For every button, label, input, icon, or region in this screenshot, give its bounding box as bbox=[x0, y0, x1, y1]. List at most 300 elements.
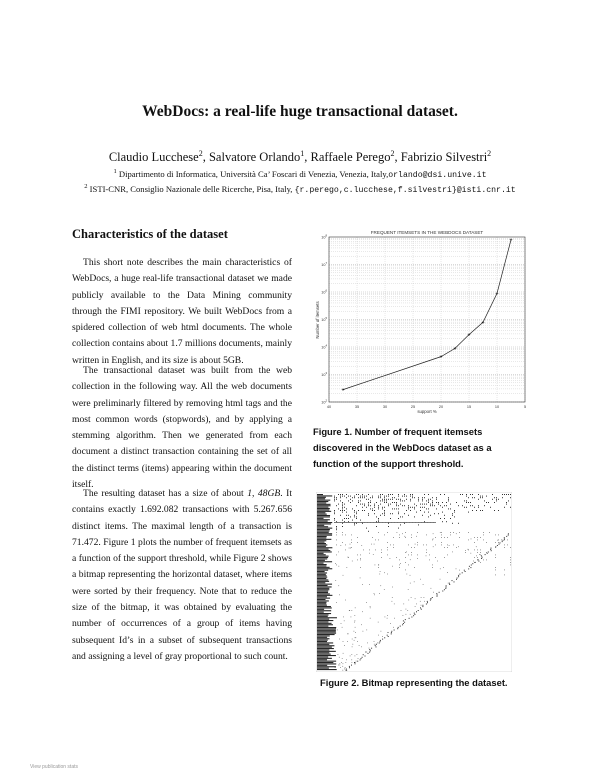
bitmap-pixel bbox=[438, 513, 439, 514]
bitmap-pixel bbox=[411, 617, 412, 618]
bitmap-pixel bbox=[342, 505, 343, 506]
bitmap-pixel bbox=[498, 499, 499, 500]
bitmap-pixel bbox=[370, 500, 371, 501]
bitmap-pixel bbox=[417, 532, 418, 533]
bitmap-pixel bbox=[422, 606, 423, 607]
bitmap-pixel bbox=[390, 513, 391, 514]
bitmap-pixel bbox=[393, 522, 394, 523]
bitmap-pixel bbox=[352, 639, 353, 640]
bitmap-pixel bbox=[452, 513, 453, 514]
bitmap-pixel bbox=[317, 603, 326, 604]
bitmap-pixel bbox=[368, 504, 369, 505]
bitmap-pixel bbox=[459, 537, 460, 538]
bitmap-pixel bbox=[354, 512, 355, 513]
bitmap-pixel bbox=[405, 522, 406, 523]
bitmap-pixel bbox=[388, 523, 389, 524]
bitmap-pixel bbox=[342, 670, 343, 671]
author-name: Fabrizio Silvestri bbox=[400, 150, 488, 165]
bitmap-pixel bbox=[420, 579, 421, 580]
bitmap-pixel bbox=[355, 637, 356, 638]
bitmap-pixel bbox=[398, 505, 399, 506]
bitmap-pixel bbox=[354, 497, 355, 498]
bitmap-pixel bbox=[447, 555, 448, 556]
bitmap-pixel bbox=[410, 510, 411, 511]
bitmap-pixel bbox=[317, 535, 332, 536]
bitmap-pixel bbox=[374, 505, 375, 506]
bitmap-pixel bbox=[404, 505, 405, 506]
bitmap-pixel bbox=[342, 542, 343, 543]
bitmap-pixel bbox=[409, 618, 410, 619]
bitmap-pixel bbox=[317, 498, 325, 499]
bitmap-pixel bbox=[443, 567, 444, 568]
bitmap-pixel bbox=[414, 567, 415, 568]
bitmap-pixel bbox=[449, 545, 450, 546]
bitmap-pixel bbox=[470, 553, 471, 554]
bitmap-pixel bbox=[362, 510, 363, 511]
bitmap-pixel bbox=[416, 505, 417, 506]
bitmap-pixel bbox=[462, 572, 463, 573]
x-tick-label: 35 bbox=[354, 405, 360, 409]
bitmap-pixel bbox=[386, 500, 387, 501]
bitmap-pixel bbox=[362, 496, 363, 497]
bitmap-pixel bbox=[336, 526, 337, 527]
bitmap-pixel bbox=[366, 499, 367, 500]
bitmap-pixel bbox=[407, 610, 408, 611]
bitmap-pixel bbox=[433, 522, 434, 523]
bitmap-pixel bbox=[490, 549, 491, 550]
bitmap-pixel bbox=[388, 636, 389, 637]
bitmap-pixel bbox=[422, 499, 423, 500]
bitmap-pixel bbox=[342, 512, 343, 513]
bitmap-pixel bbox=[352, 520, 353, 521]
bitmap-pixel bbox=[378, 520, 379, 521]
bitmap-pixel bbox=[411, 597, 412, 598]
bitmap-pixel bbox=[342, 508, 343, 509]
bitmap-pixel bbox=[337, 522, 338, 523]
section-heading: Characteristics of the dataset bbox=[72, 227, 228, 241]
bitmap-pixel bbox=[388, 505, 389, 506]
bitmap-pixel bbox=[370, 650, 371, 651]
bitmap-pixel bbox=[392, 497, 393, 498]
bitmap-pixel bbox=[372, 522, 373, 523]
bitmap-pixel bbox=[484, 505, 485, 506]
bitmap-pixel bbox=[418, 500, 419, 501]
bitmap-pixel bbox=[376, 644, 377, 645]
bitmap-pixel bbox=[317, 543, 326, 544]
bitmap-pixel bbox=[402, 505, 403, 506]
bitmap-pixel bbox=[384, 572, 385, 573]
frequent-itemsets-chart bbox=[312, 226, 528, 414]
bitmap-pixel bbox=[502, 541, 503, 542]
bitmap-pixel bbox=[435, 522, 436, 523]
bitmap-pixel bbox=[368, 515, 369, 516]
bitmap-pixel bbox=[440, 505, 441, 506]
bitmap-pixel bbox=[444, 547, 445, 548]
paragraph-2: The transactional dataset was built from the web collection in the following way. All the web documents were preliminarly filtered by removing html tags and the most common words (stopwords), and by applying a stemming algorithm. Then we generated from each document a distinct transaction containing the set of all the distinct terms (items) appearing within the document itself. bbox=[72, 365, 292, 491]
bitmap-pixel bbox=[392, 502, 393, 503]
bitmap-pixel bbox=[357, 654, 358, 655]
bitmap-pixel bbox=[472, 497, 473, 498]
y-axis-label: Number of itemsets bbox=[315, 301, 320, 339]
bitmap-pixel bbox=[382, 500, 383, 501]
bitmap-pixel bbox=[486, 552, 487, 553]
bitmap-pixel bbox=[345, 522, 346, 523]
bitmap-pixel bbox=[346, 508, 347, 509]
bitmap-pixel bbox=[362, 507, 363, 508]
bitmap-pixel bbox=[414, 614, 415, 615]
bitmap-pixel bbox=[404, 496, 405, 497]
bitmap-pixel bbox=[480, 555, 481, 556]
bitmap-pixel bbox=[415, 522, 416, 523]
bitmap-pixel bbox=[430, 600, 431, 601]
bitmap-pixel bbox=[342, 526, 343, 527]
bitmap-pixel bbox=[378, 507, 379, 508]
bitmap-pixel bbox=[446, 521, 447, 522]
x-tick-label: 5 bbox=[523, 405, 527, 409]
bitmap-pixel bbox=[394, 497, 395, 498]
bitmap-pixel bbox=[390, 522, 391, 523]
bitmap-pixel bbox=[391, 633, 392, 634]
bitmap-pixel bbox=[508, 500, 509, 501]
bitmap-pixel bbox=[317, 570, 328, 571]
bitmap-pixel bbox=[378, 508, 379, 509]
bitmap-pixel bbox=[411, 535, 412, 536]
bitmap-pixel bbox=[480, 562, 481, 563]
bitmap-pixel bbox=[506, 536, 507, 537]
bitmap-pixel bbox=[317, 582, 325, 583]
bitmap-pixel bbox=[398, 496, 399, 497]
bitmap-pixel bbox=[441, 537, 442, 538]
bitmap-pixel bbox=[369, 652, 370, 653]
series-line bbox=[343, 240, 511, 390]
author-name: Salvatore Orlando bbox=[208, 150, 301, 165]
bitmap-pixel bbox=[355, 632, 356, 633]
bitmap-pixel bbox=[342, 535, 343, 536]
bitmap-pixel bbox=[317, 630, 336, 631]
x-tick-label: 10 bbox=[494, 405, 500, 409]
bitmap-pixel bbox=[489, 532, 490, 533]
bitmap-pixel bbox=[480, 496, 481, 497]
bitmap-pixel bbox=[387, 522, 388, 523]
bitmap-pixel bbox=[356, 512, 357, 513]
bitmap-pixel bbox=[352, 522, 353, 523]
bitmap-pixel bbox=[454, 510, 455, 511]
bitmap-pixel bbox=[351, 610, 352, 611]
bitmap-pixel bbox=[355, 607, 356, 608]
bitmap-pixel bbox=[424, 504, 425, 505]
bitmap-pixel bbox=[366, 528, 367, 529]
bitmap-pixel bbox=[345, 535, 346, 536]
bitmap-pixel bbox=[317, 655, 336, 656]
bitmap-pixel bbox=[344, 518, 345, 519]
bitmap-pixel bbox=[317, 606, 331, 607]
bitmap-pixel bbox=[412, 507, 413, 508]
bitmap-pixel bbox=[410, 496, 411, 497]
author-separator: , bbox=[304, 150, 311, 165]
bitmap-pixel bbox=[478, 561, 479, 562]
bitmap-pixel bbox=[396, 499, 397, 500]
bitmap-pixel bbox=[412, 522, 413, 523]
bitmap-pixel bbox=[447, 547, 448, 548]
bitmap-pixel bbox=[376, 516, 377, 517]
bitmap-pixel bbox=[399, 535, 400, 536]
bitmap-pixel bbox=[336, 555, 337, 556]
data-point bbox=[496, 292, 499, 295]
bitmap-pixel bbox=[345, 662, 346, 663]
bitmap-pixel bbox=[346, 494, 347, 495]
bitmap-pixel bbox=[354, 662, 355, 663]
bitmap-pixel bbox=[504, 494, 505, 495]
bitmap-pixel bbox=[350, 516, 351, 517]
bitmap-pixel bbox=[450, 535, 451, 536]
y-tick-label: $10^4$ bbox=[321, 343, 327, 350]
bitmap-pixel bbox=[476, 546, 477, 547]
y-tick-label: $10^7$ bbox=[321, 261, 327, 267]
bitmap-pixel bbox=[471, 565, 472, 566]
bitmap-pixel bbox=[412, 494, 413, 495]
bitmap-pixel bbox=[427, 601, 428, 602]
bitmap-pixel bbox=[456, 533, 457, 534]
bitmap-pixel bbox=[344, 507, 345, 508]
bitmap-pixel bbox=[317, 542, 325, 543]
bitmap-pixel bbox=[453, 532, 454, 533]
bitmap-pixel bbox=[416, 611, 417, 612]
author-separator: , bbox=[202, 150, 209, 165]
bitmap-pixel bbox=[342, 658, 343, 659]
bitmap-pixel bbox=[317, 637, 327, 638]
bitmap-pixel bbox=[317, 605, 327, 606]
bitmap-pixel bbox=[466, 494, 467, 495]
bitmap-pixel bbox=[430, 505, 431, 506]
x-tick-label: 15 bbox=[466, 405, 472, 409]
bitmap-pixel bbox=[317, 533, 332, 534]
bitmap-pixel bbox=[448, 508, 449, 509]
bitmap-pixel bbox=[398, 518, 399, 519]
bitmap-pixel bbox=[352, 500, 353, 501]
bitmap-pixel bbox=[371, 544, 372, 545]
bitmap-pixel bbox=[393, 537, 394, 538]
bitmap-pixel bbox=[317, 572, 327, 573]
bitmap-pixel bbox=[317, 551, 332, 552]
bitmap-pixel bbox=[476, 510, 477, 511]
bitmap-pixel bbox=[387, 618, 388, 619]
bitmap-pixel bbox=[506, 504, 507, 505]
bitmap-pixel bbox=[436, 497, 437, 498]
bitmap-pixel bbox=[369, 522, 370, 523]
bitmap-pixel bbox=[334, 500, 335, 501]
bitmap-pixel bbox=[424, 522, 425, 523]
bitmap-pixel bbox=[477, 552, 478, 553]
bitmap-pixel bbox=[317, 627, 336, 628]
bitmap-pixel bbox=[380, 641, 381, 642]
bitmap-pixel bbox=[384, 500, 385, 501]
bitmap-pixel bbox=[481, 555, 482, 556]
bitmap-pixel bbox=[414, 497, 415, 498]
bitmap-pixel bbox=[380, 504, 381, 505]
bitmap-pixel bbox=[406, 574, 407, 575]
bitmap-pixel bbox=[374, 513, 375, 514]
bitmap-pixel bbox=[459, 532, 460, 533]
bitmap-pixel bbox=[452, 552, 453, 553]
bitmap-pixel bbox=[317, 536, 327, 537]
bitmap-pixel bbox=[317, 607, 332, 608]
bitmap-pixel bbox=[349, 548, 350, 549]
bitmap-pixel bbox=[342, 666, 343, 667]
bitmap-pixel bbox=[360, 497, 361, 498]
bitmap-pixel bbox=[366, 652, 367, 653]
bitmap-pixel bbox=[317, 602, 327, 603]
bitmap-pixel bbox=[363, 522, 364, 523]
bitmap-pixel bbox=[390, 545, 391, 546]
bitmap-pixel bbox=[362, 523, 363, 524]
bitmap-pixel bbox=[424, 512, 425, 513]
bitmap-pixel bbox=[498, 535, 499, 536]
bitmap-pixel bbox=[510, 562, 511, 563]
bitmap-pixel bbox=[390, 518, 391, 519]
bitmap-pixel bbox=[317, 665, 327, 666]
footer-note: View publication stats bbox=[30, 764, 78, 770]
bitmap-pixel bbox=[345, 545, 346, 546]
bitmap-pixel bbox=[335, 563, 336, 564]
bitmap-pixel bbox=[433, 533, 434, 534]
bitmap-pixel bbox=[399, 522, 400, 523]
bitmap-pixel bbox=[466, 500, 467, 501]
bitmap-pixel bbox=[408, 545, 409, 546]
bitmap-pixel bbox=[354, 515, 355, 516]
bitmap-pixel bbox=[364, 522, 365, 523]
bitmap-pixel bbox=[317, 591, 328, 592]
bitmap-pixel bbox=[488, 502, 489, 503]
bitmap-pixel bbox=[406, 609, 407, 610]
bitmap-pixel bbox=[317, 616, 328, 617]
bitmap-pixel bbox=[317, 624, 333, 625]
bitmap-pixel bbox=[362, 657, 363, 658]
bitmap-pixel bbox=[360, 520, 361, 521]
bitmap-pixel bbox=[364, 496, 365, 497]
bitmap-pixel bbox=[492, 499, 493, 500]
bitmap-pixel bbox=[317, 610, 331, 611]
bitmap-pixel bbox=[345, 667, 346, 668]
bitmap-pixel bbox=[510, 565, 511, 566]
bitmap-pixel bbox=[411, 552, 412, 553]
bitmap-pixel bbox=[402, 624, 403, 625]
bitmap-pixel bbox=[464, 500, 465, 501]
bitmap-pixel bbox=[380, 571, 381, 572]
bitmap-pixel bbox=[366, 652, 367, 653]
bitmap-pixel bbox=[360, 659, 361, 660]
bitmap-pixel bbox=[350, 544, 351, 545]
bitmap-pixel bbox=[486, 496, 487, 497]
bitmap-pixel bbox=[375, 540, 376, 541]
bitmap-pixel bbox=[317, 631, 336, 632]
bitmap-pixel bbox=[317, 661, 336, 662]
bitmap-pixel bbox=[317, 523, 331, 524]
bitmap-pixel bbox=[391, 632, 392, 633]
bitmap-pixel bbox=[387, 635, 388, 636]
bitmap-pixel bbox=[480, 497, 481, 498]
bitmap-pixel bbox=[390, 499, 391, 500]
bitmap-pixel bbox=[337, 630, 338, 631]
bitmap-pixel bbox=[339, 639, 340, 640]
bitmap-pixel bbox=[355, 637, 356, 638]
bitmap-pixel bbox=[378, 565, 379, 566]
bitmap-pixel bbox=[423, 545, 424, 546]
bitmap-pixel bbox=[317, 599, 326, 600]
bitmap-pixel bbox=[317, 578, 326, 579]
bitmap-pixel bbox=[438, 504, 439, 505]
bitmap-pixel bbox=[482, 557, 483, 558]
bitmap-pixel bbox=[396, 508, 397, 509]
bitmap-pixel bbox=[478, 505, 479, 506]
bitmap-pixel bbox=[378, 540, 379, 541]
bitmap-pixel bbox=[508, 535, 509, 536]
bitmap-pixel bbox=[384, 515, 385, 516]
bitmap-pixel bbox=[357, 555, 358, 556]
x-tick-label: 40 bbox=[326, 405, 332, 409]
bitmap-pixel bbox=[340, 545, 341, 546]
bitmap-pixel bbox=[470, 494, 471, 495]
bitmap-pixel bbox=[387, 615, 388, 616]
bitmap-pixel bbox=[480, 510, 481, 511]
bitmap-pixel bbox=[317, 539, 331, 540]
bitmap-pixel bbox=[366, 496, 367, 497]
bitmap-pixel bbox=[378, 518, 379, 519]
bitmap-pixel bbox=[366, 602, 367, 603]
bitmap-pixel bbox=[495, 535, 496, 536]
bitmap-pixel bbox=[444, 515, 445, 516]
bitmap-pixel bbox=[414, 613, 415, 614]
author-name: Claudio Lucchese bbox=[108, 150, 199, 165]
bitmap-pixel bbox=[432, 505, 433, 506]
bitmap-pixel bbox=[352, 662, 353, 663]
bitmap-pixel bbox=[444, 505, 445, 506]
author-separator: , bbox=[394, 150, 401, 165]
bitmap-pixel bbox=[432, 522, 433, 523]
bitmap-pixel bbox=[370, 497, 371, 498]
bitmap-pixel bbox=[398, 513, 399, 514]
bitmap-pixel bbox=[346, 567, 347, 568]
bitmap-pixel bbox=[409, 522, 410, 523]
bitmap-pixel bbox=[442, 591, 443, 592]
bitmap-pixel bbox=[510, 507, 511, 508]
bitmap-pixel bbox=[374, 544, 375, 545]
bitmap-pixel bbox=[449, 584, 450, 585]
bitmap-pixel bbox=[379, 522, 380, 523]
bitmap-pixel bbox=[317, 593, 330, 594]
bitmap-pixel bbox=[362, 504, 363, 505]
bitmap-pixel bbox=[336, 565, 337, 566]
bitmap-pixel bbox=[394, 618, 395, 619]
bitmap-pixel bbox=[452, 580, 453, 581]
bitmap-pixel bbox=[380, 585, 381, 586]
bitmap-pixel bbox=[317, 614, 329, 615]
x-axis-label: support % bbox=[417, 409, 437, 414]
affiliation-2-email: {r.perego,c.lucchese,f.silvestri}@isti.cnr.it bbox=[294, 185, 516, 195]
bitmap-pixel bbox=[414, 516, 415, 517]
bitmap-pixel bbox=[416, 512, 417, 513]
bitmap-pixel bbox=[440, 532, 441, 533]
bitmap-pixel bbox=[340, 500, 341, 501]
bitmap-pixel bbox=[317, 620, 333, 621]
bitmap-pixel bbox=[336, 522, 337, 523]
bitmap-pixel bbox=[339, 663, 340, 664]
bitmap-pixel bbox=[373, 522, 374, 523]
bitmap-pixel bbox=[317, 549, 329, 550]
bitmap-pixel bbox=[379, 574, 380, 575]
author-affiliation-marker: 2 bbox=[487, 149, 492, 158]
bitmap-pixel bbox=[477, 550, 478, 551]
bitmap-pixel bbox=[470, 502, 471, 503]
